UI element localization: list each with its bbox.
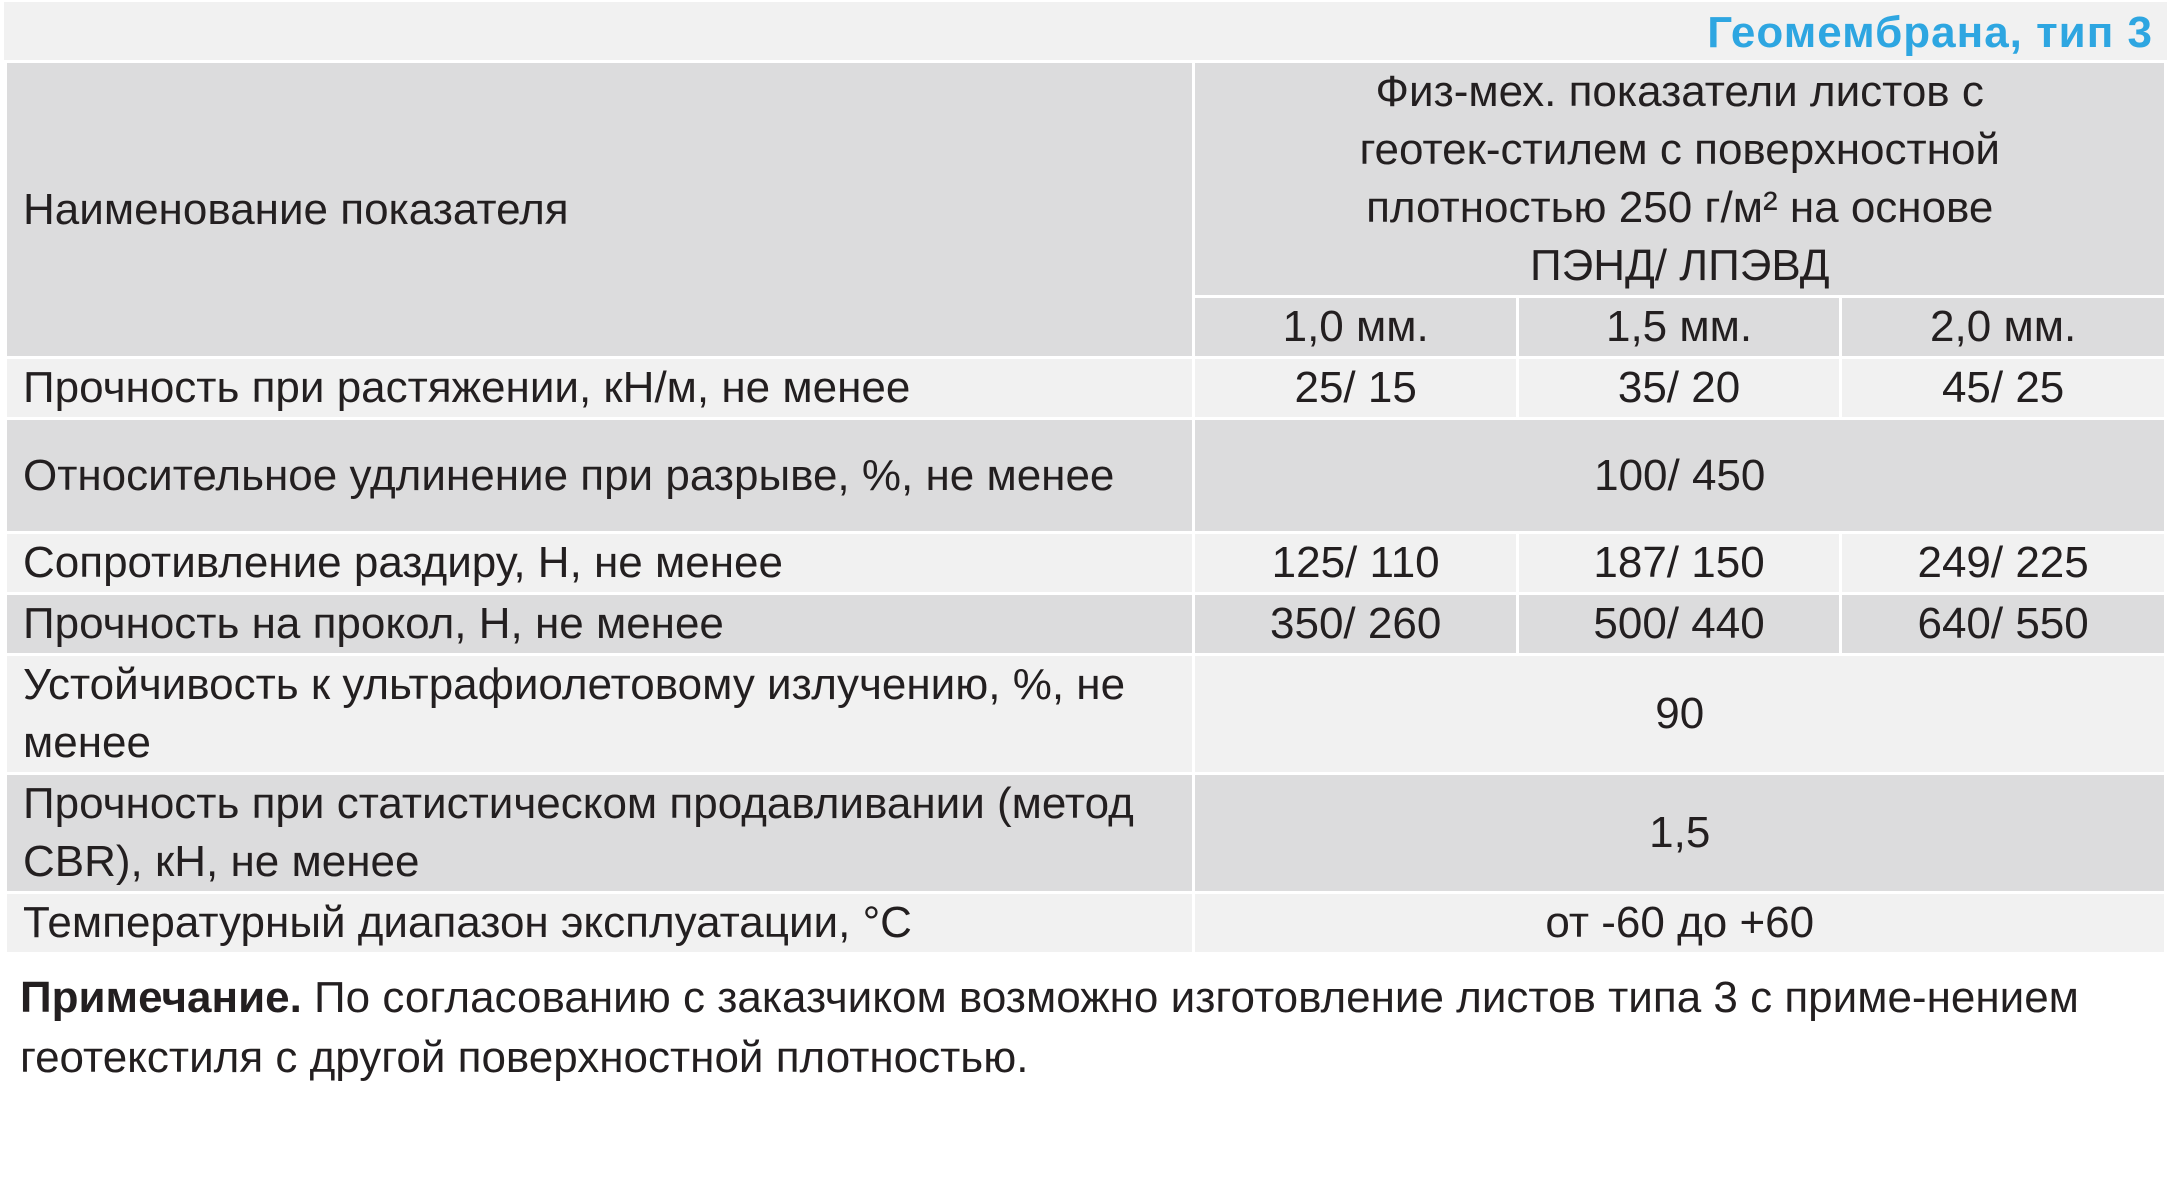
row-name: Относительное удлинение при разрыве, %, не менее xyxy=(6,419,1194,533)
document-title: Геомембрана, тип 3 xyxy=(1707,8,2153,57)
table-row xyxy=(6,655,2166,774)
table-row xyxy=(6,774,2166,893)
table-row xyxy=(6,533,2166,594)
row-name: Устойчивость к ультрафиолетовому излучению, %, не менее xyxy=(6,655,1194,774)
cell-value: 187/ 150 xyxy=(1517,533,1840,594)
cell-value: 25/ 15 xyxy=(1194,358,1517,419)
cell-value: 500/ 440 xyxy=(1517,594,1840,655)
spec-table xyxy=(4,60,2167,955)
note-text: По согласованию с заказчиком возможно изготовление листов типа 3 с приме-нением геотекстиля с другой поверхностной плотностью. xyxy=(20,973,2079,1082)
note-paragraph xyxy=(20,968,2130,1088)
table-row xyxy=(6,893,2166,954)
cell-value: 125/ 110 xyxy=(1194,533,1517,594)
header-group-column: Физ-мех. показатели листов с геотек-стилем с поверхностной плотностью 250 г/м² на основе ПЭНД/ ЛПЭВД xyxy=(1194,62,2166,297)
row-name: Прочность на прокол, Н, не менее xyxy=(6,594,1194,655)
header-name-column: Наименование показателя xyxy=(6,62,1194,358)
cell-value: 350/ 260 xyxy=(1194,594,1517,655)
cell-value: 249/ 225 xyxy=(1841,533,2166,594)
header-thickness-1: 1,0 мм. xyxy=(1194,297,1517,358)
cell-value: 35/ 20 xyxy=(1517,358,1840,419)
row-name: Сопротивление раздиру, Н, не менее xyxy=(6,533,1194,594)
table-row xyxy=(6,594,2166,655)
table-row xyxy=(6,419,2166,533)
row-name: Прочность при статистическом продавливании (метод CBR), кН, не менее xyxy=(6,774,1194,893)
cell-value: 45/ 25 xyxy=(1841,358,2166,419)
table-header-row xyxy=(6,62,2166,297)
row-name: Температурный диапазон эксплуатации, °С xyxy=(6,893,1194,954)
cell-value: от -60 до +60 xyxy=(1194,893,2166,954)
header-thickness-2: 1,5 мм. xyxy=(1517,297,1840,358)
cell-value: 100/ 450 xyxy=(1194,419,2166,533)
header-thickness-3: 2,0 мм. xyxy=(1841,297,2166,358)
note-label: Примечание. xyxy=(20,973,302,1022)
row-name: Прочность при растяжении, кН/м, не менее xyxy=(6,358,1194,419)
title-bar xyxy=(4,2,2167,60)
table-row xyxy=(6,358,2166,419)
cell-value: 640/ 550 xyxy=(1841,594,2166,655)
cell-value: 1,5 xyxy=(1194,774,2166,893)
cell-value: 90 xyxy=(1194,655,2166,774)
